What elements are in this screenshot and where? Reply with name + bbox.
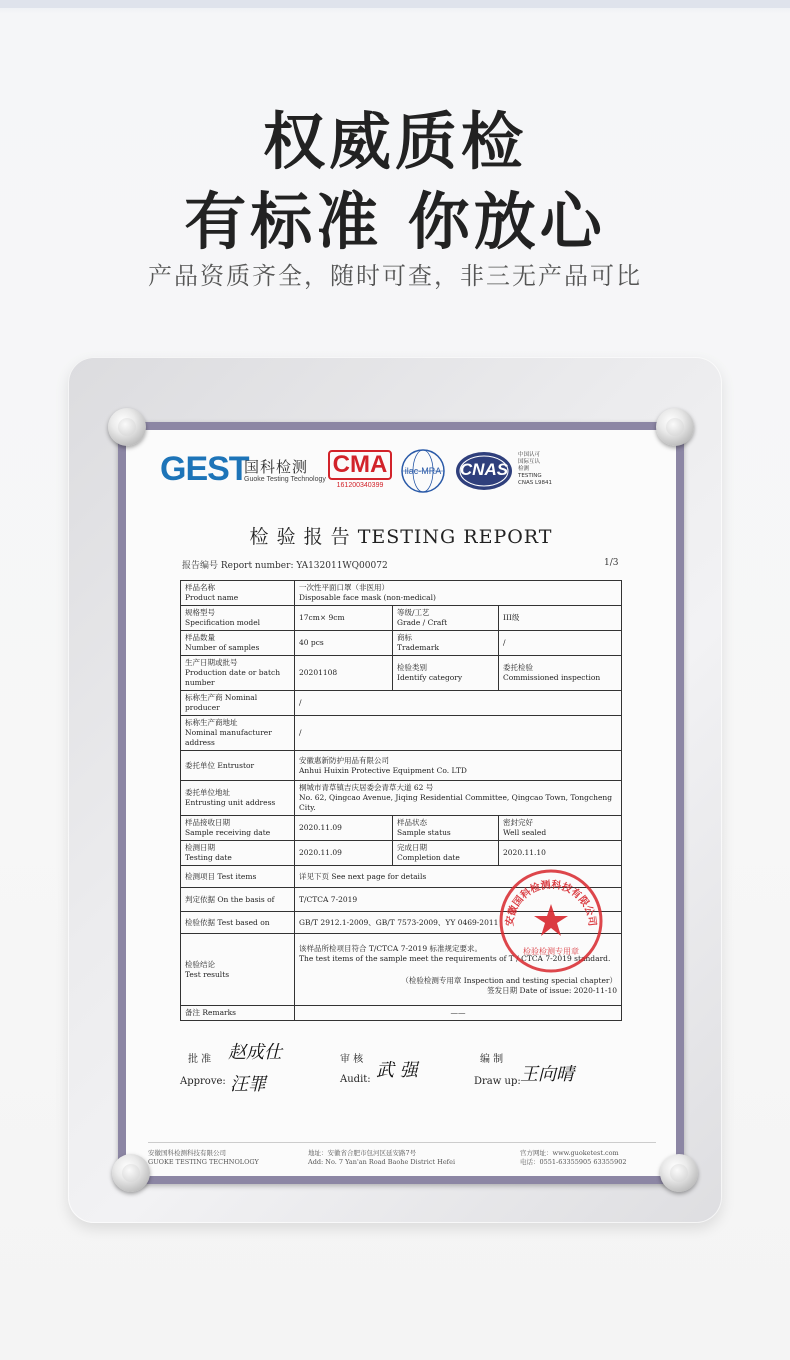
footer-address-en: Add: No. 7 Yan'an Road Baohe District Hefei: [308, 1158, 456, 1166]
approve-signature-2: 汪罪: [230, 1074, 266, 1095]
ilac-logo-text: ilac-MRA: [404, 466, 442, 476]
approve-label-cn: 批 准: [188, 1054, 212, 1065]
draw-signature: 王向晴: [520, 1064, 574, 1085]
ilac-logo: [398, 448, 448, 494]
certificate-footer: [148, 1142, 656, 1172]
footer-company-en: GUOKE TESTING TECHNOLOGY: [148, 1158, 259, 1166]
table-row: 样品数量 Number of samples 40 pcs 商标 Trademark /: [181, 631, 622, 656]
cnas-side-text: 中国认可 国际互认 检测 TESTING CNAS L9841: [518, 452, 553, 486]
top-strip: [0, 0, 790, 8]
approve-label-en: Approve:: [180, 1076, 226, 1087]
table-row: 委托单位地址 Entrusting unit address 桐城市青草镇吉庆居委会青草大道 62 号 No. 62, Qingcao Avenue, Jiqing Residential Committee, Qingcao Town, Tongcheng City.: [181, 781, 622, 816]
report-number: 报告编号 Report number: YA132011WQ00072: [182, 561, 388, 571]
svg-text:安徽国科检测科技有限公司: 安徽国科检测科技有限公司: [504, 879, 598, 927]
cma-number: 161200340399: [336, 482, 384, 489]
screw-top-right-icon: [656, 408, 694, 446]
table-row: 备注 Remarks ——: [181, 1006, 622, 1021]
cnas-logo-text: CNAS: [459, 460, 509, 479]
table-row: 标称生产商地址 Nominal manufacturer address /: [181, 716, 622, 751]
cma-logo: [328, 450, 392, 494]
table-row: 检测项目 Test items 详见下页 See next page for details: [181, 866, 622, 888]
draw-label-cn: 编 制: [480, 1054, 504, 1065]
certificate-logos: [156, 442, 656, 498]
audit-signature: 武 强: [376, 1060, 418, 1081]
approve-signature-1: 赵成仕: [228, 1042, 282, 1063]
headline-line2: 有标准 你放心: [184, 185, 606, 258]
draw-label-en: Draw up:: [474, 1076, 521, 1087]
gest-logo-cn: 国科检测: [244, 458, 309, 476]
table-row: 检测日期 Testing date 2020.11.09 完成日期 Completion date 2020.11.10: [181, 841, 622, 866]
signature-row: [180, 1038, 630, 1108]
red-stamp-seal: [496, 866, 606, 976]
footer-website: 官方网址：www.guoketest.com: [520, 1149, 619, 1157]
page-number: 1/3: [604, 558, 619, 568]
table-row: 标称生产商 Nominal producer /: [181, 691, 622, 716]
cma-logo-text: CMA: [328, 450, 392, 480]
headline-line1: 权威质检: [262, 105, 527, 178]
table-row: 生产日期或批号 Production date or batch number 20201108 检验类别 Identify category 委托检验 Commissioned inspection: [181, 656, 622, 691]
table-row: 检验依据 Test based on GB/T 2912.1-2009、GB/T 7573-2009、YY 0469-2011: [181, 912, 622, 934]
audit-label-en: Audit:: [340, 1074, 371, 1085]
certificate-paper: [126, 430, 676, 1176]
gest-logo-en: Guoke Testing Technology: [244, 476, 326, 483]
cnas-logo: [454, 450, 514, 492]
table-row: 样品名称 Product name 一次性平面口罩（非医用） Disposable face mask (non-medical): [181, 581, 622, 606]
footer-phone: 电话：0551-63355905 63355902: [520, 1158, 627, 1166]
headline-subtitle: 产品资质齐全，随时可查，非三无产品可比: [148, 262, 642, 290]
footer-address-cn: 地址：安徽省合肥市包河区延安路7号: [308, 1149, 417, 1157]
screw-top-left-icon: [108, 408, 146, 446]
report-title: 检 验 报 告 TESTING REPORT: [249, 526, 553, 548]
table-row: 检验结论 Test results 该样品所检项目符合 T/CTCA 7-2019 标准规定要求。 The test items of the sample meet the requirements of T / CTCA 7-2019 standard. （检验检测专用章 Inspection and testing special chapter） 签发日期 Date of issue: 2020-11-10: [181, 934, 622, 1006]
gest-logo: GEST: [160, 450, 249, 488]
table-row: 样品接收日期 Sample receiving date 2020.11.09 样品状态 Sample status 密封完好 Well sealed: [181, 816, 622, 841]
screw-bottom-left-icon: [112, 1154, 150, 1192]
table-row: 规格型号 Specification model 17cm× 9cm 等级/工艺 Grade / Craft III级: [181, 606, 622, 631]
table-row: 委托单位 Entrustor 安徽惠新防护用品有限公司 Anhui Huixin Protective Equipment Co. LTD: [181, 751, 622, 781]
footer-company-cn: 安徽国科检测科技有限公司: [148, 1149, 226, 1157]
svg-text:检验检测专用章: 检验检测专用章: [523, 947, 579, 956]
table-row: 判定依据 On the basis of T/CTCA 7-2019: [181, 888, 622, 912]
audit-label-cn: 审 核: [340, 1054, 364, 1065]
screw-bottom-right-icon: [660, 1154, 698, 1192]
